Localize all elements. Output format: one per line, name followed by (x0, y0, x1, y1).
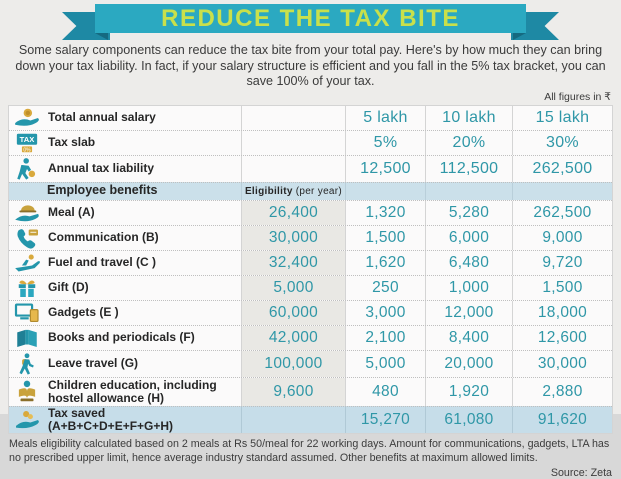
value-cell: 1,500 (512, 276, 612, 300)
value-cell: 9,720 (512, 251, 612, 275)
table-row (9, 350, 612, 377)
value-cell: 30,000 (512, 351, 612, 377)
benefits-header: Employee benefits (47, 183, 158, 198)
value-cell (512, 183, 612, 200)
title-ribbon (0, 0, 621, 42)
table-row (9, 225, 612, 250)
figures-note: All figures in ₹ (544, 90, 611, 103)
eligibility-cell (241, 156, 345, 182)
source-credit: Source: Zeta (550, 466, 612, 479)
value-cell: 1,500 (345, 226, 425, 250)
value-cell (345, 183, 425, 200)
value-cell: 10 lakh (425, 106, 512, 130)
eligibility-cell (241, 407, 345, 433)
value-cell: 6,000 (425, 226, 512, 250)
value-cell: 18,000 (512, 301, 612, 325)
row-label: Tax slab (48, 135, 96, 150)
tax-saved-formula: (A+B+C+D+E+F+G+H) (48, 419, 174, 434)
table-row (9, 155, 612, 182)
value-cell: 30% (512, 131, 612, 155)
table-row (9, 325, 612, 350)
row-label: Books and periodicals (F) (48, 330, 195, 345)
row-label: Total annual salary (48, 110, 156, 125)
value-cell: 5 lakh (345, 106, 425, 130)
value-cell: 480 (345, 378, 425, 406)
table-row (9, 275, 612, 300)
tax-saved-row (9, 406, 612, 433)
row-label: Annual tax liability (48, 161, 155, 176)
meal-icon (9, 201, 45, 225)
eligibility-cell (241, 131, 345, 155)
svg-text:TAX: TAX (19, 134, 35, 144)
value-cell: 262,500 (512, 201, 612, 225)
gadgets-icon (9, 301, 45, 325)
value-cell: 250 (345, 276, 425, 300)
eligibility-cell: 30,000 (241, 226, 345, 250)
coins-hand-icon (9, 407, 45, 433)
row-label: Fuel and travel (C ) (48, 255, 157, 270)
education-icon (9, 378, 45, 406)
table-row (9, 377, 612, 406)
value-cell (425, 183, 512, 200)
eligibility-cell: 9,600 (241, 378, 345, 406)
eligibility-cell: 5,000 (241, 276, 345, 300)
value-cell: 2,100 (345, 326, 425, 350)
eligibility-header-text: Eligibility (244, 185, 293, 197)
hand-coin-icon (9, 106, 45, 130)
tax-badge-icon (9, 131, 45, 155)
eligibility-cell: 32,400 (241, 251, 345, 275)
tax-benefits-table (8, 105, 613, 434)
eligibility-header-suffix: (per year) (295, 185, 343, 197)
value-cell: 5,000 (345, 351, 425, 377)
eligibility-cell: 42,000 (241, 326, 345, 350)
value-cell: 15 lakh (512, 106, 612, 130)
eligibility-cell: 100,000 (241, 351, 345, 377)
value-cell: 9,000 (512, 226, 612, 250)
row-label: Leave travel (G) (48, 356, 139, 371)
row-label: Meal (A) (48, 205, 95, 220)
value-cell: 1,320 (345, 201, 425, 225)
gift-icon (9, 276, 45, 300)
row-label: Communication (B) (48, 230, 159, 245)
running-person-icon (9, 156, 45, 182)
row-label: Gadgets (E ) (48, 305, 119, 320)
value-cell: 6,480 (425, 251, 512, 275)
value-cell: 8,400 (425, 326, 512, 350)
value-cell: 61,080 (425, 407, 512, 433)
value-cell: 262,500 (512, 156, 612, 182)
value-cell: 1,620 (345, 251, 425, 275)
value-cell: 12,500 (345, 156, 425, 182)
eligibility-header (241, 183, 345, 200)
table-row (9, 200, 612, 225)
row-label: Children education, including hostel allowance (H) (48, 377, 217, 405)
row-label: Gift (D) (48, 280, 89, 295)
value-cell: 2,880 (512, 378, 612, 406)
table-row (9, 300, 612, 325)
svg-text:0%: 0% (23, 147, 31, 154)
ribbon-band (95, 4, 526, 33)
value-cell: 12,000 (425, 301, 512, 325)
hiker-icon (9, 351, 45, 377)
tax-saved-label: Tax saved (48, 405, 106, 420)
value-cell: 5% (345, 131, 425, 155)
books-icon (9, 326, 45, 350)
value-cell: 20% (425, 131, 512, 155)
phone-icon (9, 226, 45, 250)
value-cell: 12,600 (512, 326, 612, 350)
intro-text: Some salary components can reduce the tax bite from your total pay. Here's by how much they can bring down your tax liability. In fact, if your salary structure is efficient and you fall in the 5% tax bracket, you can save 100% of your tax. (15, 43, 606, 89)
value-cell: 91,620 (512, 407, 612, 433)
page-title: REDUCE THE TAX BITE (161, 4, 460, 32)
eligibility-cell (241, 106, 345, 130)
value-cell: 5,280 (425, 201, 512, 225)
table-row (9, 106, 612, 130)
value-cell: 1,920 (425, 378, 512, 406)
value-cell: 20,000 (425, 351, 512, 377)
table-row (9, 130, 612, 155)
eligibility-cell: 60,000 (241, 301, 345, 325)
plane-icon (9, 251, 45, 275)
value-cell: 112,500 (425, 156, 512, 182)
table-row (9, 250, 612, 275)
row-label (45, 407, 241, 433)
eligibility-cell: 26,400 (241, 201, 345, 225)
value-cell: 3,000 (345, 301, 425, 325)
value-cell: 1,000 (425, 276, 512, 300)
value-cell: 15,270 (345, 407, 425, 433)
benefits-header-row (9, 182, 612, 200)
footnote: Meals eligibility calculated based on 2 meals at Rs 50/meal for 22 working days. Amount for communications, gadgets, LTA has no prescribed upper limit, hence average industry standard assumed. Other benefits at maximum allowed limits. (9, 438, 610, 464)
